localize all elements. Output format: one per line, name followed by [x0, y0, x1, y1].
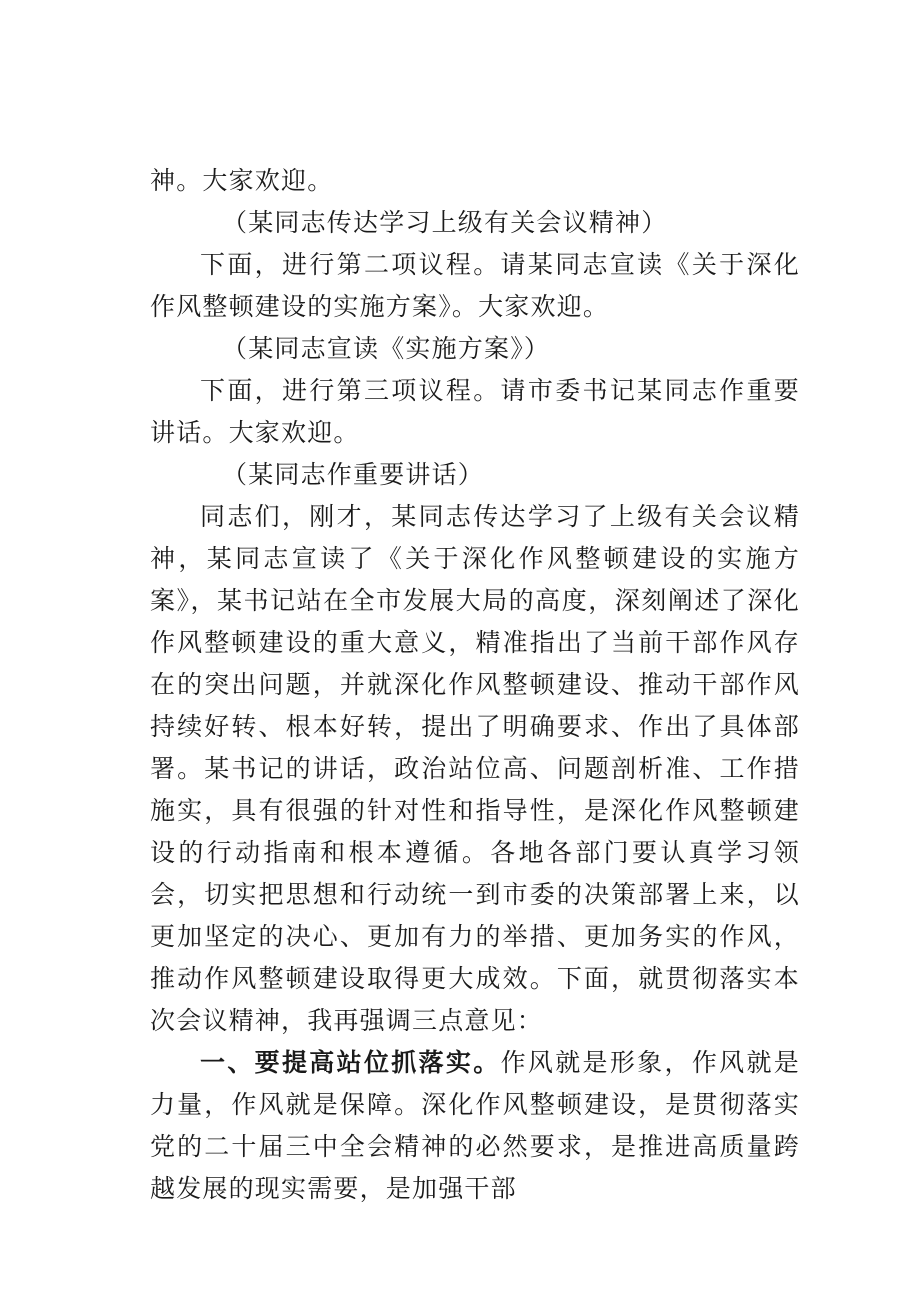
paragraph-agenda-2: 下面，进行第二项议程。请某同志宣读《关于深化作风整顿建设的实施方案》。大家欢迎。 [150, 250, 800, 321]
agenda-note-3: （某同志作重要讲话） [222, 460, 485, 489]
agenda-note-1: （某同志传达学习上级有关会议精神） [222, 208, 668, 237]
paragraph-continuation: 神。大家欢迎。 [150, 166, 334, 195]
section-heading-1: 一、要提高站位抓落实。 [200, 1048, 501, 1077]
section-body-1: 作风就是形象，作风就是力量，作风就是保障。深化作风整顿建设，是贯彻落实党的二十届三中全会精神的必然要求，是推进高质量跨越发展的现实需要，是加强干部 [150, 1048, 800, 1203]
agenda-note-2: （某同志宣读《实施方案》） [222, 334, 551, 363]
document-body [150, 160, 800, 1210]
paragraph-summary: 同志们，刚才，某同志传达学习了上级有关会议精神，某同志宣读了《关于深化作风整顿建设的实施方案》，某书记站在全市发展大局的高度，深刻阐述了深化作风整顿建设的重大意义，精准指出了当前干部作风存在的突出问题，并就深化作风整顿建设、推动干部作风持续好转、根本好转，提出了明确要求、作出了具体部署。某书记的讲话，政治站位高、问题剖析准、工作措施实，具有很强的针对性和指导性，是深化作风整顿建设的行动指南和根本遵循。各地各部门要认真学习领会，切实把思想和行动统一到市委的决策部署上来，以更加坚定的决心、更加有力的举措、更加务实的作风，推动作风整顿建设取得更大成效。下面，就贯彻落实本次会议精神，我再强调三点意见： [150, 502, 800, 1035]
paragraph-point-1 [150, 1042, 800, 1210]
paragraph-agenda-3: 下面，进行第三项议程。请市委书记某同志作重要讲话。大家欢迎。 [150, 376, 800, 447]
